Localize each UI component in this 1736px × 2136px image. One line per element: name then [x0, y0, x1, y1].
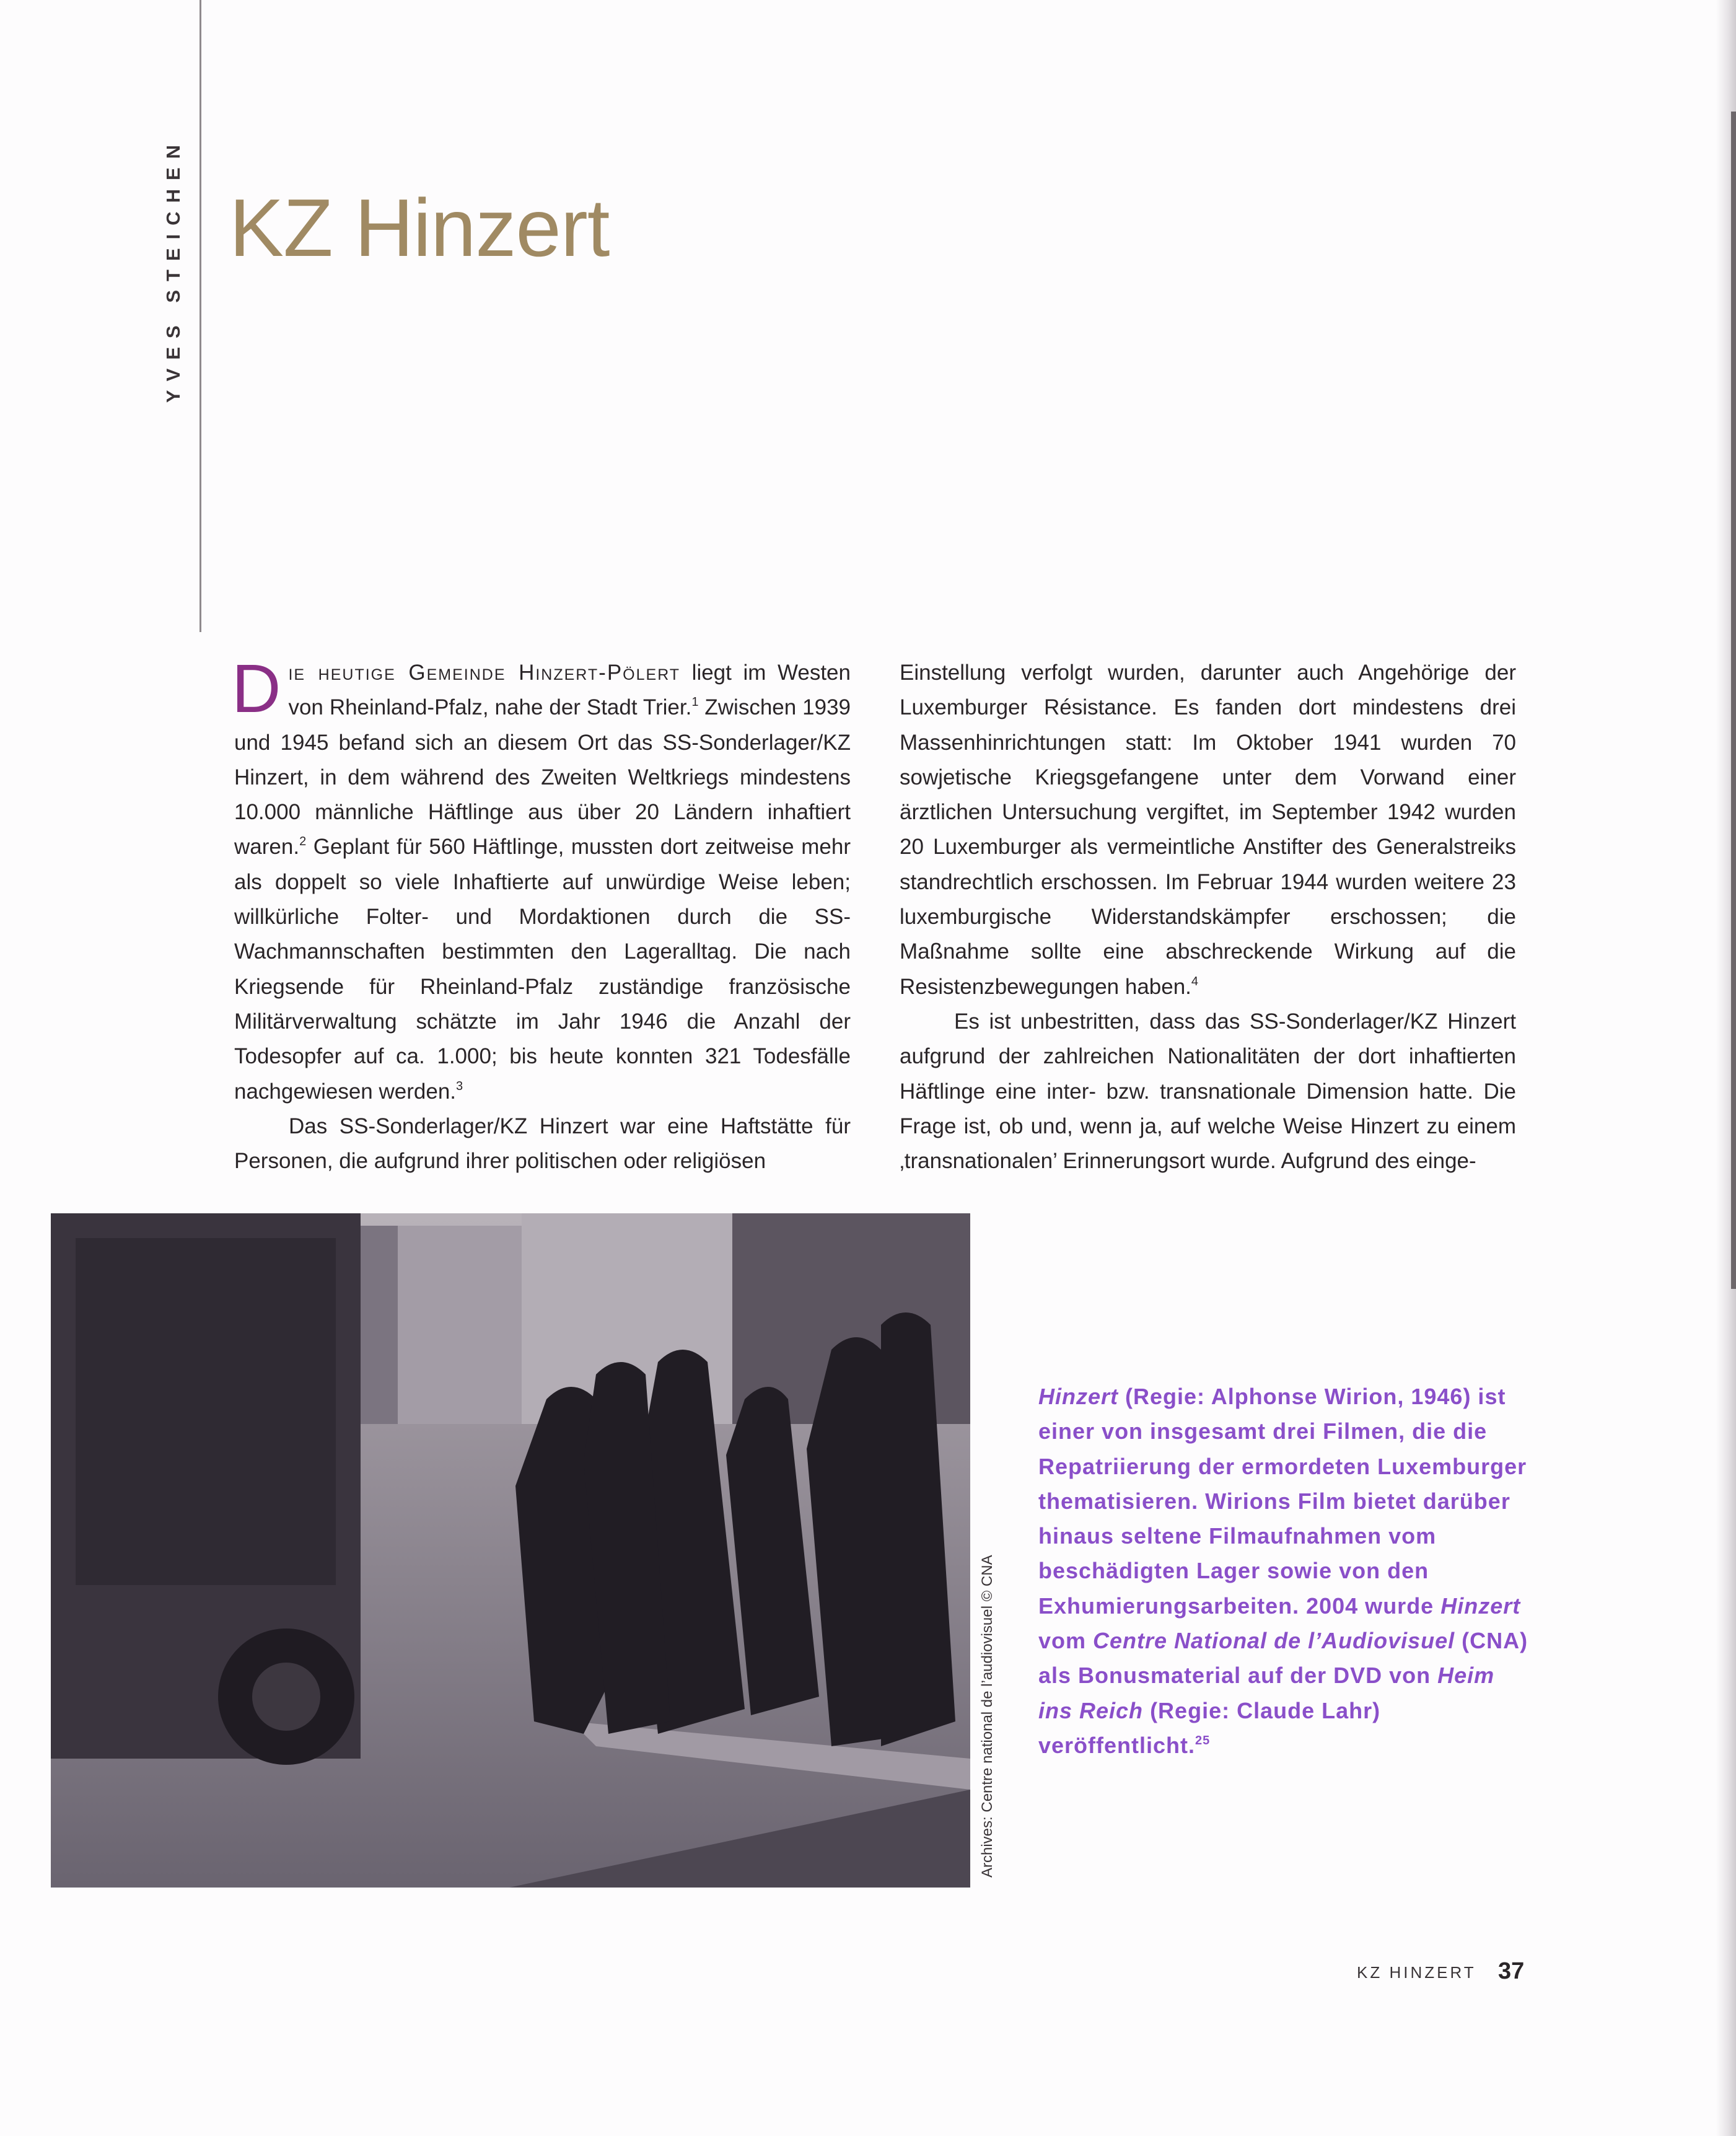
- photo-credit: Archives: Centre national de l’audiovisuel © CNA: [979, 1555, 996, 1878]
- text-run: Zwischen 1939 und 1945 befand sich an diesem Ort das SS-Sonderlager/KZ Hinzert, in dem während des Zweiten Weltkriegs mindestens 10.000 männliche Häftlinge aus über 20 Ländern inhaftiert waren.: [234, 695, 851, 859]
- historical-photo: [51, 1213, 970, 1888]
- italic-text: Hinzert: [1038, 1384, 1119, 1409]
- text-run: liegt im Westen von Rheinland-Pfalz, nahe der Stadt Trier.: [288, 661, 851, 720]
- italic-text: Hinzert: [1440, 1593, 1521, 1619]
- lead-in-smallcaps: ie heutige Gemeinde Hinzert-Pölert: [288, 661, 681, 685]
- drop-cap: D: [232, 651, 281, 727]
- text-run: (CNA) als Bonusmaterial auf der DVD von: [1038, 1628, 1528, 1689]
- italic-text: Centre National de l’Audiovisuel: [1093, 1628, 1455, 1654]
- text-run: (Regie: Alphonse Wirion, 1946) ist einer von insgesamt drei Filmen, die die Repatriierung der ermordeten Luxemburger thematisieren. Wirions Film bietet darüber hinaus seltene Filmaufnahmen vom beschädigten Lager sowie von den Exhumierungsarbeiten. 2004 wurde: [1038, 1384, 1527, 1619]
- text-run: (Regie: Claude Lahr) veröffentlicht.: [1038, 1697, 1381, 1758]
- text-run: Geplant für 560 Häftlinge, mussten dort zeitweise mehr als doppelt so viele Inhaftierte auf unwürdige Weise leben; willkürliche Folter- und Mordaktionen durch die SS-Wachmannschaften bestimmten den Lageralltag. Die nach Kriegsende für Rheinland-Pfalz zuständige französische Militärverwaltung schätzte im Jahr 1946 die Anzahl der Todesopfer auf ca. 1.000; bis heute konnten 321 Todesfälle nachgewiesen werden.: [234, 835, 851, 1104]
- paragraph: [234, 1109, 851, 1179]
- italic-text: Heim ins Reich: [1038, 1663, 1495, 1723]
- photo-caption: [1038, 1379, 1534, 1763]
- paragraph: [900, 656, 1516, 1004]
- text-run: vom: [1038, 1628, 1094, 1654]
- page-edge-dark: [1731, 112, 1736, 1289]
- text-run: Einstellung verfolgt wurden, darunter auch Angehörige der Luxemburger Résistance. Es fanden dort mindestens drei Massenhinrichtungen statt: Im Oktober 1941 wurden 70 sowjetische Kriegsgefangene unter dem Vorwand einer ärztlichen Untersuchung vergiftet, im September 1942 wurden 20 Luxemburger als vermeintliche Anstifter des Generalstreiks standrechtlich erschossen. Im Februar 1944 wurden weitere 23 luxemburgische Widerstandskämpfer erschossen; die Maßnahme sollte eine abschreckende Wirkung auf die Resistenzbewegungen haben.: [900, 661, 1516, 999]
- text-run: Das SS-Sonderlager/KZ Hinzert war eine Haftstätte für Personen, die aufgrund ihrer politischen oder religiösen: [234, 1114, 851, 1174]
- footnote-ref: 25: [1195, 1733, 1211, 1747]
- paragraph: [232, 651, 851, 1109]
- body-column-right: [900, 656, 1516, 1179]
- footnote-ref: 1: [691, 695, 699, 710]
- running-footer: KZ HINZERT: [1357, 1963, 1476, 1982]
- paragraph: [900, 1004, 1516, 1179]
- page-title: KZ Hinzert: [229, 182, 610, 273]
- text-run: Es ist unbestritten, dass das SS-Sonderlager/KZ Hinzert aufgrund der zahlreichen Nationalitäten der dort inhaftierten Häftlinge eine inter- bzw. transnationale Dimension hatte. Die Frage ist, ob und, wenn ja, auf welche Weise Hinzert zu einem ‚transnationalen’ Erinnerungsort wurde. Aufgrund des einge-: [900, 1009, 1516, 1174]
- page-number: 37: [1498, 1958, 1525, 1984]
- author-name: YVES STEICHEN: [162, 136, 184, 403]
- body-column-left: [232, 651, 851, 1179]
- footnote-ref: 3: [456, 1079, 463, 1093]
- footnote-ref: 4: [1191, 974, 1199, 988]
- caption-text: [1038, 1379, 1534, 1763]
- footnote-ref: 2: [299, 835, 307, 849]
- margin-rule: [199, 0, 201, 632]
